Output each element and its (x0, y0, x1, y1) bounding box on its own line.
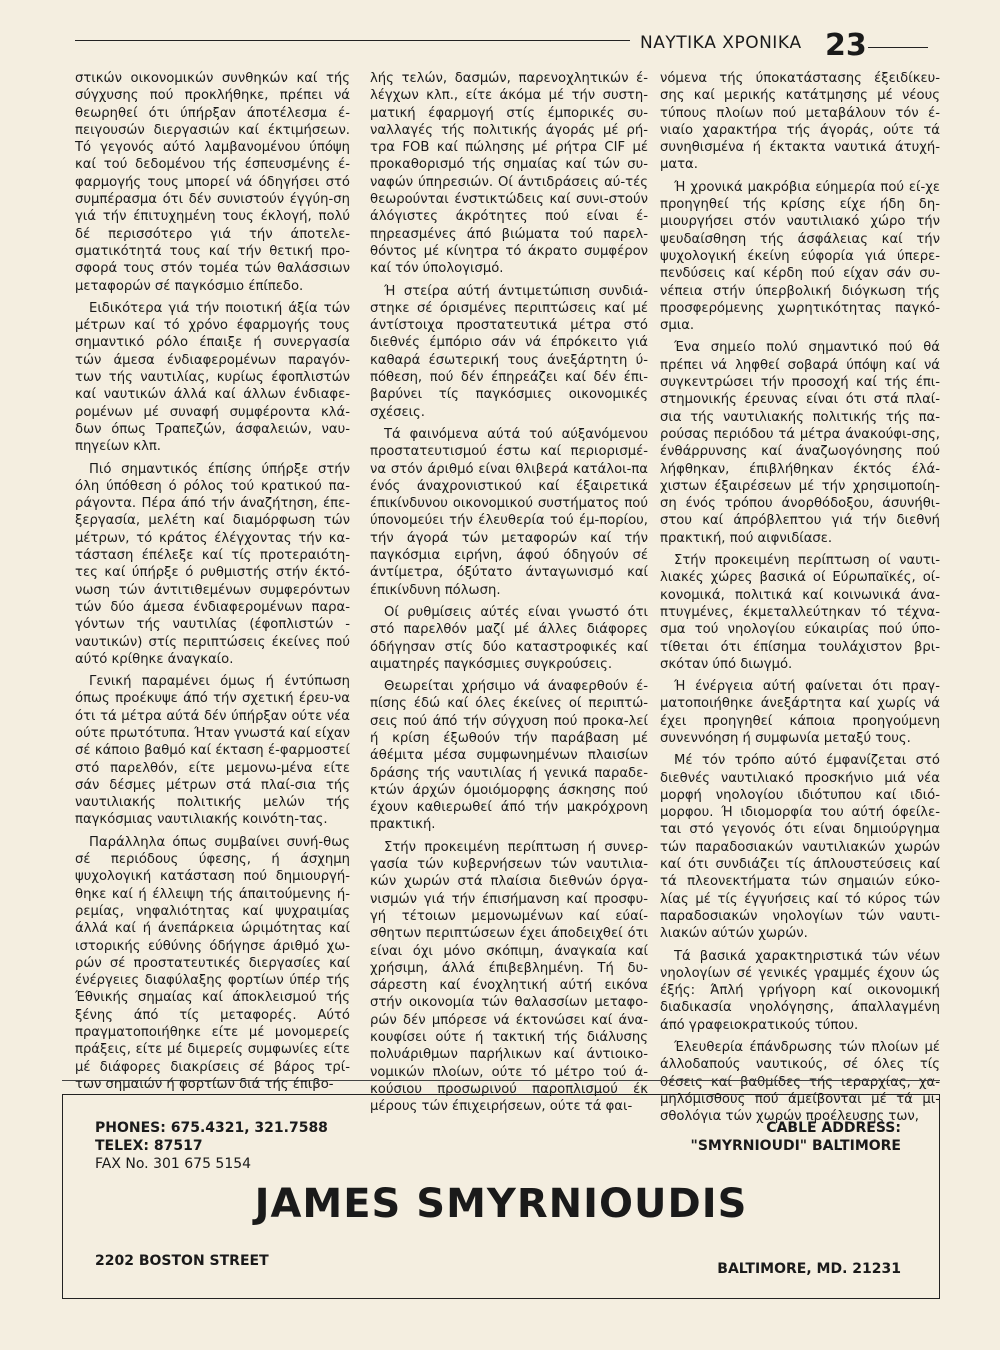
paragraph: Πιό σημαντικός έπίσης ύπήρξε στήν όλη ύπόθεση ό ρόλος τού κρατικού πα-ράγοντα. Πέρα άπό τήν άναζήτηση, έπε-ξεργασία, μελέτη καί διαμόρφωση τών μέτρων, τό κράτος έλέγχοντας τήν κα-τάσταση έπέλεξε καί τίς προτεραιότη-τες καί ύπήρξε ό ρυθμιστής στήν έκτό-νωση τών άντιτιθεμένων συμφερόντων τών δύο άμεσα ένδιαφερομένων παρα-γόντων τής ναυτιλίας (έφοπλιστών - ναυτικών) στίς περιπτώσεις έκείνες πού αύτό κρίθηκε άναγκαίο. (75, 461, 350, 667)
paragraph: λής τελών, δασμών, παρενοχλητικών έ-λέγχων κλπ., είτε άκόμα μέ τήν συστη-ματική έφαρμογή στίς έμπορικές συ-ναλλαγές τής πολιτικής άγοράς μέ ρή-τρα FOB καί πώλησης μέ ρήτρα CIF μέ προκαθορισμό τής σημαίας καί τών συ-ναφών ύπηρεσιών. Οί άντιδράσεις αύ-τές θεωρούνται ένστικτώδεις καί συνι-στούν άλόγιστες άκρότητες πού είναι έ-πηρεασμένες άπό βιώματα τού παρελ-θόντος μέ κίνητρα τό άκρατο συμφέρον καί τόν ύπολογισμό. (370, 71, 648, 277)
paragraph: Ειδικότερα γιά τήν ποιοτική άξία τών μέτρων καί τό χρόνο έφαρμογής τους σημαντικό ρόλο έπαιξε ή συνεργασία τών άμεσα ένδιαφερομένων παραγόν-των τής ναυτιλίας, κυρίως έφοπλιστών καί ναυτικών άλλά καί άλλων ένδιαφε-ρομένων μέ συναφή συμφέροντα κλά-δων όπως Τραπεζών, άσφαλειών, ναυ-πηγείων κλπ. (75, 300, 350, 455)
paragraph: Ή στείρα αύτή άντιμετώπιση συνδιά-στηκε σέ όρισμένες περιπτώσεις καί μέ άντίστοιχα προστατευτικά μέτρα στό διεθνές έμπόριο σάν νά έπρόκειτο γιά καθαρά έσωτερική τους άνεξάρτητη ύ-πόθεση, πού δέν έπηρεάζει καί δέν έπι-βαρύνει τίς παγκόσμιες οικονομικές σχέσεις. (370, 283, 648, 420)
paragraph: Παράλληλα όπως συμβαίνει συνή-θως σέ περιόδους ύφεσης, ή άσχημη ψυχολογική κατάσταση πού δημιουργή-θηκε καί ή έλλειψη τής άπαιτούμενης ή-ρεμίας, νηφαλιότητας καί ψυχραιμίας άλλά καί ή άνεπάρκεια ώριμότητας καί ιστορικής εύθύνης όδήγησε άριθμό χω-ρών σέ προστατευτικές διεργασίες καί ένέργειες διαφύλαξης φορτίων ύπέρ τής Έθνικής σημαίας καί άποκλεισμού τής ξένης άπό τίς μεταφορές. Αύτό πραγματοποιήθηκε είτε μέ μονομερείς πράξεις, είτε μέ διμερείς συμφωνίες είτε μέ διάφορες διακρίσεις σέ βάρος τρί-των σημαιών ή φορτίων διά τής έπιβο- (75, 834, 350, 1092)
ad-city-address: BALTIMORE, MD. 21231 (717, 1261, 901, 1277)
paragraph: Τά βασικά χαρακτηριστικά τών νέων νηολογίων σέ γενικές γραμμές έχουν ώς έξής: Άπλή γρήγορη καί οικονομική διαδικασία νηολόγησης, άπαλλαγμένη άπό γραφειοκρατικούς τύπου. (660, 948, 940, 1033)
paragraph: Τά φαινόμενα αύτά τού αύξανόμενου προστατευτισμού έστω καί περιορισμέ-να στόν άριθμό είναι θλιβερά κατάλοι-πα ένός άναχρονιστικού καί έξαιρετικά έπικίνδυνου οικονομικού συστήματος πού ύπονομεύει τήν έλευθερία τού έμ-πορίου, τήν άγορά τών μεταφορών καί τήν παγκόσμια ειρήνη, άφού όδηγούν σέ άντίμετρα, όξύτατο άνταγωνισμό καί έπικίνδυνη πόλωση. (370, 426, 648, 598)
ad-cable-block (691, 1119, 901, 1155)
ad-cable-label: CABLE ADDRESS: (766, 1120, 901, 1136)
ad-cable-value: "SMYRNIOUDI" BALTIMORE (690, 1138, 901, 1154)
paragraph: Γενική παραμένει όμως ή έντύπωση όπως προέκυψε άπό τήν σχετική έρευ-να ότι τά μέτρα αύτά δέν ύπήρξαν ούτε νέα ούτε πρωτότυπα. Ήταν γνωστά καί είχαν σέ κάποιο βαθμό καί έκταση έ-φαρμοστεί στό παρελθόν, είτε μεμονω-μένα είτε σάν δέσμες μέτρων στά πλαί-σια τής ναυτιλιακής πολιτικής μελών τής παγκόσμιας ναυτιλιακής κοινότη-τας. (75, 674, 350, 828)
text-column-2 (370, 70, 648, 1121)
ad-company-name: JAMES SMYRNIOUDIS (254, 1181, 748, 1227)
ad-separator-rule (62, 1080, 940, 1081)
text-column-3 (660, 70, 940, 1131)
paragraph: Θεωρείται χρήσιμο νά άναφερθούν έ-πίσης έδώ καί όλες έκείνες οί περιπτώ-σεις πού άπό τήν σύγχυση πού προκα-λεί ή κρίση έξωθούν τήν παράβαση μέ άθέμιτα μέσα συμφωνημένων πλαισίων δράσης τής ναυτιλίας ή γενικά παραδε-κτών άρχών όμοιόμορφης άσκησης πού έχουν καθιερωθεί άπό τήν μακρόχρονη πρακτική. (370, 679, 648, 833)
publication-title: ΝΑΥΤΙΚΑ ΧΡΟΝΙΚΑ (640, 33, 802, 53)
paragraph: Ή χρονικά μακρόβια εύημερία πού εί-χε προηγηθεί τής κρίσης είχε ήδη δη-μιουργήσει στόν ναυτιλιακό χώρο τήν ψευδαίσθηση τής άσφάλειας καί τήν ψυχολογική έκείνη εύφορία γιά ύπερε-πενδύσεις καί κέρδη πού είχαν σάν συ-νέπεια στήν ύπερβολική διόγκωση τής προσφερόμενης χωρητικότητας παγκό-σμια. (660, 179, 940, 334)
paragraph: Οί ρυθμίσεις αύτές είναι γνωστό ότι στό παρελθόν μαζί μέ άλλες διάφορες όδήγησαν στίς δύο καταστροφικές καί αιματηρές παγκόσμιες συγκρούσεις. (370, 604, 648, 672)
header-rule-left (75, 40, 630, 41)
advertisement-box (62, 1094, 940, 1299)
paragraph: Στήν προκειμένη περίπτωση ή συνερ-γασία τών κυβερνήσεων τών ναυτιλια-κών χωρών στά πλαίσια διεθνών όργα-νισμών γιά τήν έπισήμανση καί προσφυ-γή τέτοιων μεμονωμένων καί εύαί-σθητων περιπτώσεων έχει άποδειχθεί ότι είναι όχι μόνο σκόπιμη, άναγκαία καί χρήσιμη, άλλά έπιβεβλημένη. Τή δυ-σάρεστη καί ένοχλητική αύτή εικόνα στήν οικονομία τών θαλασσίων μεταφο-ρών δέν μπόρεσε νά έκτονώσει καί άνα-κουφίσει ούτε ή τακτική τής διάλυσης πολυάριθμων παρήλικων καί άντιοικο-νομικών πλοίων, ούτε τό μέτρο τού ά-κούσιου προσωρινού παροπλισμού έκ μέρους τών έπιχειρήσεων, ούτε τά φαι- (370, 839, 648, 1115)
paragraph: Μέ τόν τρόπο αύτό έμφανίζεται στό διεθνές ναυτιλιακό προσκήνιο μιά νέα μορφή νηολογίου ιδιότυπου καί ιδιό-μορφου. Ή ιδιομορφία του αύτή όφείλε-ται στό γεγονός ότι είναι δημιούργημα τών παραδοσιακών ναυτιλιακών χωρών καί ότι συνδιάζει τίς άπλουστεύσεις καί τά πλεονεκτήματα τών σημαιών εύκο-λίας μέ τίς έγγυήσεις καί τό κύρος τών παραδοσιακών νηολογίων τών ναυτι-λιακών αύτών χωρών. (660, 753, 940, 942)
paragraph: Ένα σημείο πολύ σημαντικό πού θά πρέπει νά ληφθεί σοβαρά ύπόψη καί νά συγκεντρώσει τήν προσοχή καί τής έπι-στημονικής έρευνας είναι ότι στά πλαί-σια τής ναυτιλιακής πολιτικής τής πα-ρούσας περιόδου τά μέτρα άνακούφι-σης, ένθάρρυνσης καί άναζωογόνησης πού λήφθηκαν, έπιβλήθηκαν έκτός έλά-χιστων έξαιρέσεων μέ τήν χρησιμοποίη-ση ένός τρόπου άνορθόδοξου, άσυνήθι-στου καί άπρόβλεπτου γιά τήν διεθνή πρακτική, πού αιφνιδίασε. (660, 340, 940, 546)
ad-street-address: 2202 BOSTON STREET (95, 1253, 269, 1269)
header-rule-right (868, 47, 928, 48)
paragraph: στικών οικονομικών συνθηκών καί τής σύγχυσης πού προκλήθηκε, πρέπει νά θεωρηθεί ότι ύπήρξαν άποτέλεσμα έ-πειγουσών διεργασιών καί έκτιμήσεων. Τό γεγονός αύτό λαμβανομένου ύπόψη καί τού δεδομένου τής έσπευσμένης έ-φαρμογής τους μπορεί νά όδηγήσει στό συμπέρασμα ότι δέν συνιστούν έγγύη-ση γιά τήν έπιτυχημένη τους έκλογή, πολύ δέ περισσότερο γιά τήν άποτελε-σματικότητά τους καί τήν θετική προ-σφορά τους στόν τομέα τών θαλάσσιων μεταφορών σέ παγκόσμιο έπίπεδο. (75, 71, 350, 294)
paragraph: Έλευθερία έπάνδρωσης τών πλοίων μέ άλλοδαπούς ναυτικούς, σέ όλες τίς θέσεις καί βαθμίδες τής ιεραρχίας, χα-μηλόμισθους πού άμείβονται μέ τά μι-σθολόγια τών χωρών προέλευσης των, (660, 1040, 940, 1125)
paragraph: Ή ένέργεια αύτή φαίνεται ότι πραγ-ματοποιήθηκε άνεξάρτητα καί χωρίς νά έχει προηγηθεί κάποια προηγούμενη συνεννόηση ή συμφωνία μεταξύ τους. (660, 679, 940, 746)
ad-telex: TELEX: 87517 (95, 1138, 203, 1154)
paragraph: νόμενα τής ύποκατάστασης έξειδίκευ-σης καί μερικής κατάτμησης μέ νέους τύπους πλοίων πού μεταβάλουν τόν έ-νιαίο χαρακτήρα τής άγοράς, ούτε τά συνηθισμένα ή έκτακτα ναυτικά άτυχή-ματα. (660, 71, 940, 173)
ad-contact-block (95, 1119, 328, 1173)
text-column-1 (75, 70, 350, 1098)
paragraph: Στήν προκειμένη περίπτωση οί ναυτι-λιακές χώρες βασικά οί Εύρωπαϊκές, οί-κονομικά, πολιτικά καί κοινωνικά άνα-πτυγμένες, έκμεταλλεύτηκαν τό τέχνα-σμα τού νηολογίου εύκαιρίας πού ύπο-τίθεται ότι έπίσημα τουλάχιστον βρι-σκόταν ύπό διωγμό. (660, 553, 940, 672)
ad-fax: FAX No. 301 675 5154 (95, 1156, 252, 1172)
page-number: 23 (825, 28, 867, 63)
ad-phones: PHONES: 675.4321, 321.7588 (95, 1120, 328, 1136)
